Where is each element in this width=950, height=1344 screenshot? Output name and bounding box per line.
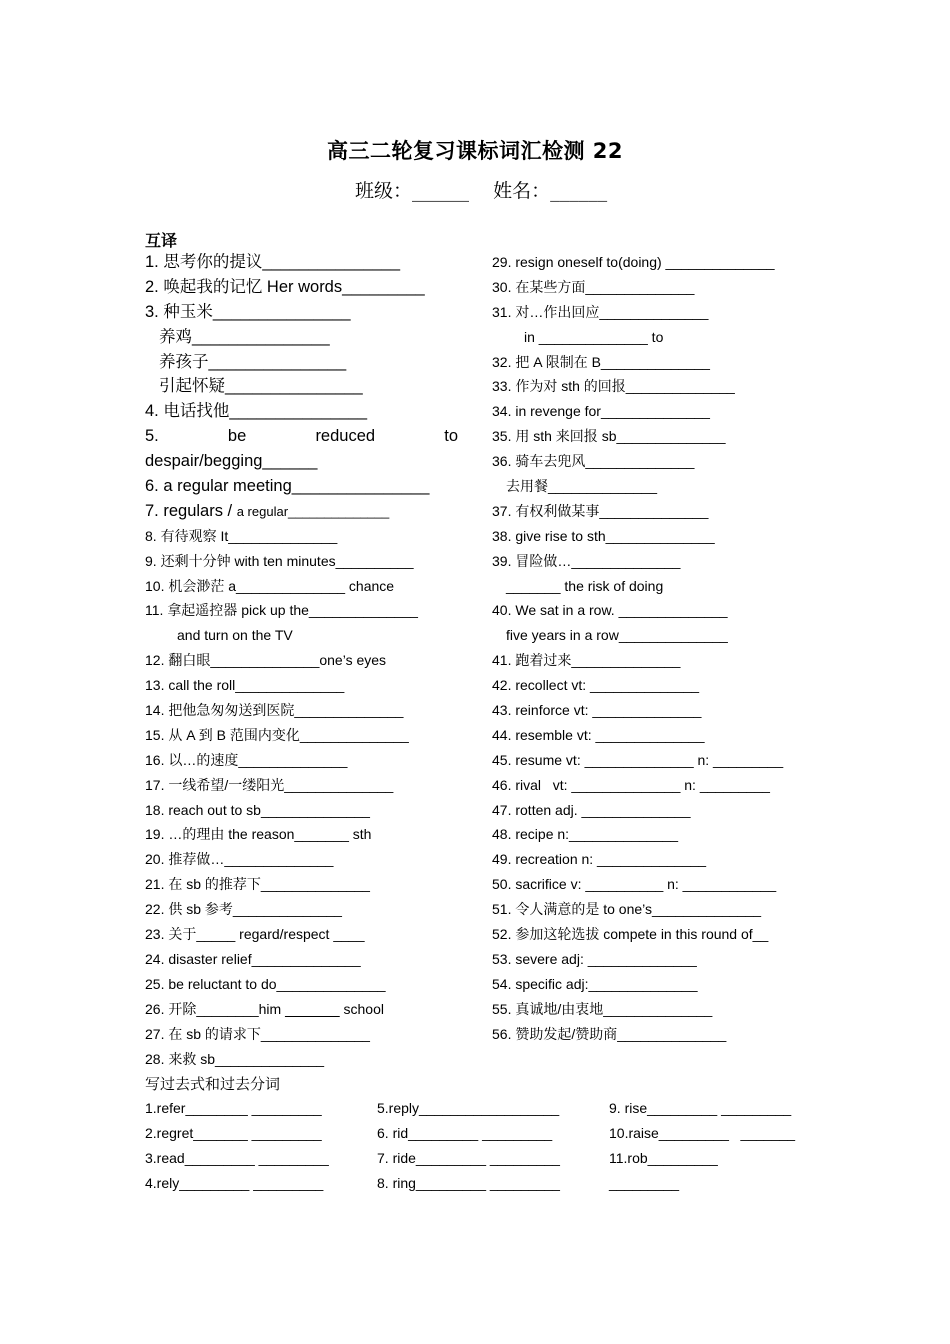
list-item: 34. in revenge for______________ <box>492 403 710 420</box>
section2-title: 写过去式和过去分词 <box>145 1075 281 1093</box>
verbs-column-3 <box>609 1096 795 1196</box>
list-item: 29. resign oneself to(doing) ______________ <box>492 254 775 270</box>
list-item: five years in a row______________ <box>506 627 728 644</box>
list-item: 45. resume vt: ______________ n: _________ <box>492 751 784 768</box>
list-item: 9. rise_________ _________ <box>609 1100 792 1116</box>
left-column <box>145 250 463 1071</box>
list-item: 养孩子_______________ <box>159 352 347 371</box>
list-item: 23. 关于_____ regard/respect ____ <box>145 926 365 943</box>
verbs-column-2 <box>377 1096 560 1196</box>
list-item: 55. 真诚地/由衷地______________ <box>492 1000 713 1017</box>
list-item: 15. 从 A 到 B 范围内变化______________ <box>145 726 409 743</box>
list-item: 46. rival vt: ______________ n: _________ <box>492 776 770 793</box>
list-item: 18. reach out to sb______________ <box>145 801 370 818</box>
list-item: and turn on the TV <box>177 627 293 644</box>
list-item: 10.raise_________ _______ <box>609 1124 796 1141</box>
list-item: in ______________ to <box>524 328 664 345</box>
list-item: 22. 供 sb 参考______________ <box>145 901 342 918</box>
list-item: _______ the risk of doing <box>506 577 664 594</box>
list-item: 38. give rise to sth______________ <box>492 527 715 544</box>
list-item: 27. 在 sb 的请求下______________ <box>145 1025 370 1042</box>
list-item: 35. 用 sth 来回报 sb______________ <box>492 428 726 445</box>
list-item: 4.rely_________ _________ <box>145 1174 324 1191</box>
list-item: 21. 在 sb 的推荐下______________ <box>145 876 370 893</box>
list-item: 19. …的理由 the reason_______ sth <box>145 826 372 843</box>
list-item: 1. 思考你的提议_______________ <box>145 253 400 271</box>
list-item: 44. resemble vt: ______________ <box>492 726 705 743</box>
list-item: 16. 以…的速度______________ <box>145 751 348 768</box>
word: _______ <box>285 1000 340 1017</box>
list-item: 17. 一线希望/一缕阳光______________ <box>145 776 394 793</box>
list-item: 43. reinforce vt: ______________ <box>492 702 702 719</box>
class-name-line: 班级：______ 姓名：______ <box>355 180 608 202</box>
list-item: 48. recipe n:______________ <box>492 826 679 843</box>
list-item: 20. 推荐做…______________ <box>145 851 334 868</box>
word: reduced <box>315 427 376 446</box>
list-item: 10. 机会渺茫 a______________ chance <box>145 577 395 594</box>
list-item: _________ <box>609 1174 680 1191</box>
list-item: 养鸡_______________ <box>159 327 330 346</box>
list-item: 2.regret_______ _________ <box>145 1124 322 1141</box>
list-item: 54. specific adj:______________ <box>492 975 698 992</box>
list-item: 9. 还剩十分钟 with ten minutes__________ <box>145 552 414 569</box>
list-item: 37. 有权利做某事______________ <box>492 502 709 519</box>
list-item: 50. sacrifice v: __________ n: ____________ <box>492 876 777 893</box>
list-item: 53. severe adj: ______________ <box>492 950 697 967</box>
list-item: 14. 把他急匆匆送到医院______________ <box>145 702 404 719</box>
section-heading: 互译 <box>145 231 178 250</box>
list-item <box>145 997 463 1022</box>
word: 5. <box>145 427 159 446</box>
list-item: 56. 赞助发起/赞助商______________ <box>492 1025 727 1042</box>
list-item: 25. be reluctant to do______________ <box>145 975 386 992</box>
word: 26. 开除________him <box>145 1000 282 1017</box>
list-item: 6. rid_________ _________ <box>377 1124 553 1141</box>
page-title: 高三二轮复习课标词汇检测 22 <box>326 139 624 163</box>
list-item <box>145 499 463 524</box>
verbs-column-1 <box>145 1096 329 1196</box>
word: a regular______________ <box>236 503 390 519</box>
list-item: 7. ride_________ _________ <box>377 1149 560 1166</box>
list-item: despair/begging______ <box>145 452 318 471</box>
list-item: 40. We sat in a row. ______________ <box>492 602 728 619</box>
list-item: 28. 来救 sb______________ <box>145 1050 325 1067</box>
list-item: 13. call the roll______________ <box>145 677 345 694</box>
list-item: 8. 有待观察 It______________ <box>145 527 338 544</box>
list-item: 32. 把 A 限制在 B______________ <box>492 353 710 370</box>
list-item: 去用餐______________ <box>506 478 658 495</box>
list-item: 52. 参加这轮选拔 compete in this round of__ <box>492 926 769 943</box>
list-item: 24. disaster relief______________ <box>145 950 361 967</box>
list-item: 11.rob_________ <box>609 1149 718 1166</box>
list-item: 41. 跑着过来______________ <box>492 652 681 669</box>
word: be <box>227 427 247 446</box>
list-item: 51. 令人满意的是 to one’s______________ <box>492 901 762 918</box>
list-item: 11. 拿起遥控器 pick up the______________ <box>145 602 418 619</box>
word: to <box>444 427 458 446</box>
list-item: 31. 对…作出回应______________ <box>492 303 709 320</box>
list-item: 39. 冒险做…______________ <box>492 552 681 569</box>
list-item: 6. a regular meeting_______________ <box>145 477 430 496</box>
list-item: 4. 电话找他_______________ <box>145 402 367 421</box>
word: school <box>343 1000 384 1017</box>
list-item: 8. ring_________ _________ <box>377 1174 560 1191</box>
list-item: 47. rotten adj. ______________ <box>492 801 691 818</box>
list-item: 1.refer________ _________ <box>145 1100 322 1116</box>
list-item: 2. 唤起我的记忆 Her words_________ <box>145 277 425 296</box>
list-item <box>145 424 458 449</box>
list-item: 33. 作为对 sth 的回报______________ <box>492 378 735 395</box>
list-item: 49. recreation n: ______________ <box>492 851 707 868</box>
list-item: 30. 在某些方面______________ <box>492 278 695 295</box>
list-item: 12. 翻白眼______________one’s eyes <box>145 652 387 669</box>
list-item: 3.read_________ _________ <box>145 1149 329 1166</box>
list-item: 5.reply__________________ <box>377 1100 560 1116</box>
right-column <box>492 250 822 1047</box>
word: 7. regulars / <box>145 501 233 520</box>
list-item: 36. 骑车去兜风______________ <box>492 453 695 470</box>
list-item: 引起怀疑_______________ <box>159 377 363 396</box>
list-item: 42. recollect vt: ______________ <box>492 677 700 694</box>
list-item: 3. 种玉米_______________ <box>145 302 351 321</box>
